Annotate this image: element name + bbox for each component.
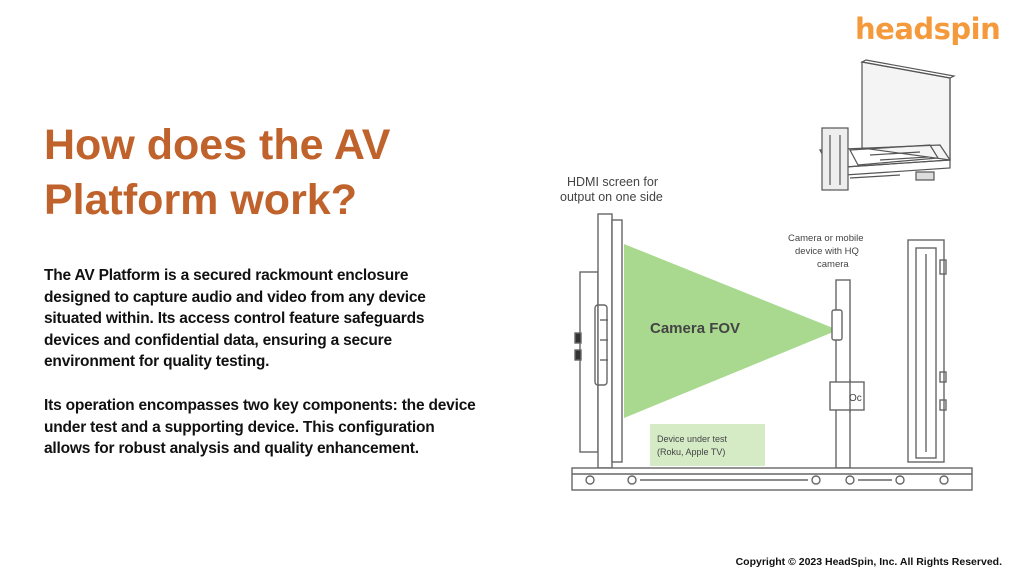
hdmi-label-line-2: output on one side <box>560 190 663 204</box>
mount-mark: Oc <box>849 393 862 404</box>
paragraph-1-line: environment for quality testing. <box>44 353 270 370</box>
title-line-1: How does the AV <box>44 121 391 169</box>
side-rack <box>908 240 946 462</box>
copyright-notice: Copyright © 2023 HeadSpin, Inc. All Rights Reserved. <box>735 556 1002 568</box>
paragraph-1-line: designed to capture audio and video from any device <box>44 288 426 306</box>
hdmi-screen <box>575 214 622 468</box>
headspin-logo: headspin <box>855 12 1001 46</box>
camera-label-line-3: camera <box>817 259 849 270</box>
paragraph-1-line: devices and confidential data, ensuring a secure <box>44 331 392 349</box>
paragraph-2-line: Its operation encompasses two key components: the device <box>44 397 476 414</box>
camera-label-line-2: device with HQ <box>795 246 859 257</box>
camera-fov-label: Camera FOV <box>650 320 741 337</box>
dut-label-line-2: (Roku, Apple TV) <box>657 447 726 457</box>
paragraph-2-line: allows for robust analysis and quality enhancement. <box>44 440 419 457</box>
paragraph-1-line: The AV Platform is a secured rackmount enclosure <box>44 267 409 284</box>
hdmi-label-line-1: HDMI screen for <box>567 175 658 189</box>
camera-stand <box>830 280 864 468</box>
base-rail <box>572 468 972 490</box>
title-line-2: Platform work? <box>44 176 357 224</box>
device-under-test-box <box>650 424 765 466</box>
enclosure-sketch <box>820 60 954 190</box>
paragraph-2-line: under test and a supporting device. This configuration <box>44 418 435 436</box>
camera-label-line-1: Camera or mobile <box>788 233 864 244</box>
paragraph-1-line: situated within. Its access control feature safeguards <box>44 310 425 327</box>
dut-label-line-1: Device under test <box>657 434 728 444</box>
